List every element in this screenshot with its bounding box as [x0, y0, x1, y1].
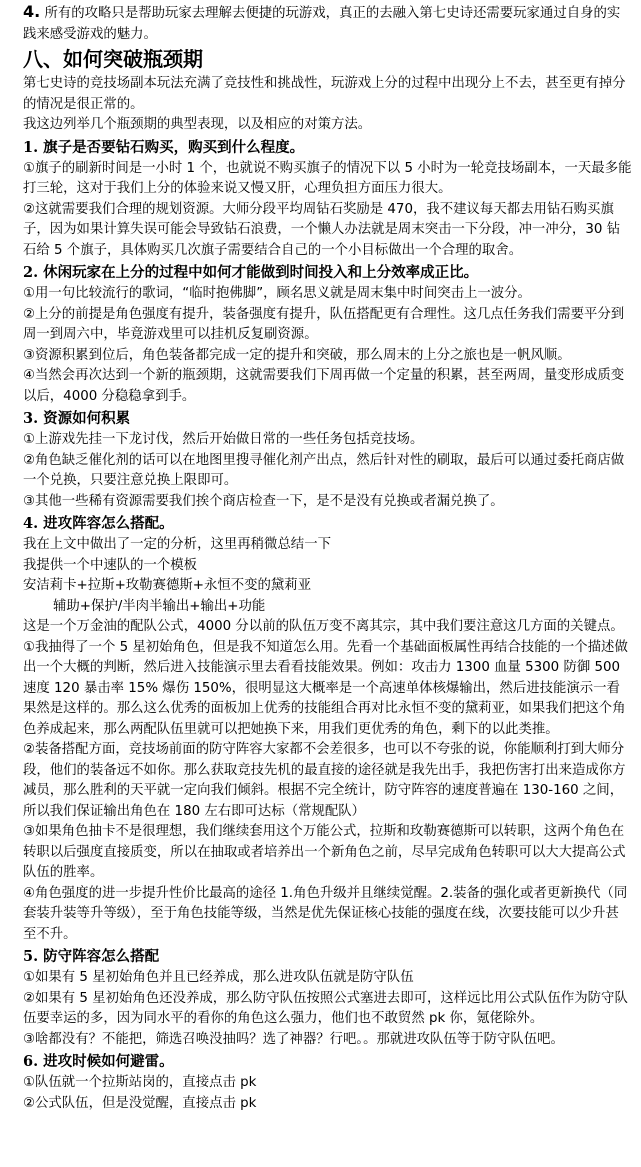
team-roles: 辅助+保护/半肉半输出+输出+功能 — [53, 598, 266, 614]
paragraph: ③其他一些稀有资源需要我们挨个商店检查一下，是不是没有兑换或者漏兑换了。 — [23, 493, 504, 509]
paragraph: ①我抽得了一个 5 星初始角色，但是我不知道怎么用。先看一个基础面板属性再结合技能的一个描述做出一个大概的判断，然后进入技能演示里去看看技能效果。例如：攻击力 1300 血量 5300 防御 500 速度 120 暴击率 15% 爆伤 150%，很明显这大概率是一个高速单体核爆输出，然后进技能演示一看果然是这样的。那么这么优秀的面板加上优秀的技能组合再对比永恒不变的黛莉亚，如果我们把这个角色养成起来，那么两配队伍里就可以把她换下来，用我们更优秀的角色，剩下的以此类推。 — [23, 639, 628, 737]
paragraph: ③如果角色抽卡不是很理想，我们继续套用这个万能公式，拉斯和玫勒赛德斯可以转职，这两个角色在转职以后强度直接质变，所以在抽取或者培养出一个新角色之前，尽早完成角色转职可以大大提高公式队伍的胜率。 — [23, 824, 626, 880]
intro-paragraph — [23, 2, 632, 45]
heading-2: 2. 休闲玩家在上分的过程中如何才能做到时间投入和上分效率成正比。 — [23, 264, 479, 281]
paragraph: ②公式队伍，但是没觉醒，直接点击 pk — [23, 1095, 257, 1111]
heading-4: 4. 进攻阵容怎么搭配。 — [23, 515, 174, 532]
paragraph: ①如果有 5 星初始角色并且已经养成，那么进攻队伍就是防守队伍 — [23, 970, 414, 985]
heading-5: 5. 防守阵容怎么搭配 — [23, 948, 160, 965]
paragraph: ②角色缺乏催化剂的话可以在地图里搜寻催化剂产出点，然后针对性的刷取，最后可以通过委托商店做一个兑换，只要注意兑换上限即可。 — [23, 452, 625, 488]
paragraph: ②这就需要我们合理的规划资源。大师分段平均周钻石奖励是 470，我不建议每天都去用钻石购买旗子，因为如果计算失误可能会导致钻石浪费，一个懒人办法就是周末突击一下分段，冲一冲分，30 钻石给 5 个旗子，具体购买几次旗子需要结合自己的一个小目标做出一个合理的取舍。 — [23, 201, 621, 258]
heading-3: 3. 资源如何积累 — [23, 410, 131, 427]
intro-number: 4. — [23, 2, 41, 21]
heading-1: 1. 旗子是否要钻石购买，购买到什么程度。 — [23, 138, 305, 156]
paragraph: ③啥都没有？不能把，筛选召唤没抽吗？选了神器？行吧。。那就进攻队伍等于防守队伍吧。 — [23, 1031, 564, 1047]
paragraph: ④角色强度的进一步提升性价比最高的途径 1.角色升级并且继续觉醒。2.装备的强化或者更新换代（同套装升装等升等级），至于角色技能等级，当然是优先保证核心技能的强度在线，次要技能可以少升甚至不升。 — [23, 885, 628, 942]
paragraph: ④当然会再次达到一个新的瓶颈期，这就需要我们下周再做一个定量的积累，甚至两周，量变形成质变以后，4000 分稳稳拿到手。 — [23, 368, 625, 404]
team-template: 安洁莉卡+拉斯+玫勒赛德斯+永恒不变的黛莉亚 — [23, 578, 312, 593]
paragraph: ②上分的前提是角色强度有提升，装备强度有提升，队伍搭配更有合理性。这几点任务我们需要平分到周一到周六中，毕竟游戏里可以挂机反复刷资源。 — [23, 306, 625, 342]
paragraph: ②装备搭配方面，竞技场前面的防守阵容大家都不会差很多，也可以不夸张的说，你能顺利打到大师分段，他们的装备远不如你。那么获取竞技先机的最直接的途径就是我先出手，我把伤害打出来造成你方减员，那么胜利的天平就一定向我们倾斜。根据不完全统计，防守阵容的速度普遍在 130-160 之间，所以我们保证输出角色在 180 左右即可达标（常规配队） — [23, 742, 626, 819]
paragraph: 我在上文中做出了一定的分析，这里再稍微总结一下 — [23, 537, 331, 552]
paragraph: ①队伍就一个拉斯站岗的，直接点击 pk — [23, 1075, 257, 1090]
paragraph: ②如果有 5 星初始角色还没养成，那么防守队伍按照公式塞进去即可，这样远比用公式队伍作为防守队伍要幸运的多，因为同水平的看你的角色这么强力，他们也不敢贸然 pk 你，氪佬除外。 — [23, 990, 628, 1026]
paragraph: ①旗子的刷新时间是一小时 1 个，也就说不购买旗子的情况下以 5 小时为一轮竞技场副本，一天最多能打三轮，这对于我们上分的体验来说又慢又肝，心理负担方面压力很大。 — [23, 160, 632, 196]
intro-text: 所有的攻略只是帮助玩家去理解去便捷的玩游戏，真正的去融入第七史诗还需要玩家通过自身的实践来感受游戏的魅力。 — [23, 6, 621, 42]
section-title: 八、如何突破瓶颈期 — [23, 47, 203, 71]
paragraph: ①用一句比较流行的歌词，“临时抱佛脚”，顾名思义就是周末集中时间突击上一波分。 — [23, 286, 531, 301]
paragraph: 我提供一个中速队的一个模板 — [23, 557, 198, 573]
paragraph: ③资源积累到位后，角色装备都完成一定的提升和突破，那么周末的上分之旅也是一帆风顺。 — [23, 347, 571, 363]
section-intro-1: 第七史诗的竞技场副本玩法充满了竞技性和挑战性，玩游戏上分的过程中出现分上不去，甚至更有掉分的情况是很正常的。 — [23, 76, 626, 112]
paragraph: 这是一个万金油的配队公式，4000 分以前的队伍万变不离其宗，其中我们要注意这几方面的关键点。 — [23, 619, 624, 634]
section-intro-2: 我这边列举几个瓶颈期的典型表现，以及相应的对策方法。 — [23, 117, 372, 132]
heading-6: 6. 进攻时候如何避雷。 — [23, 1053, 174, 1070]
paragraph: ①上游戏先挂一下龙讨伐，然后开始做日常的一些任务包括竞技场。 — [23, 432, 424, 447]
